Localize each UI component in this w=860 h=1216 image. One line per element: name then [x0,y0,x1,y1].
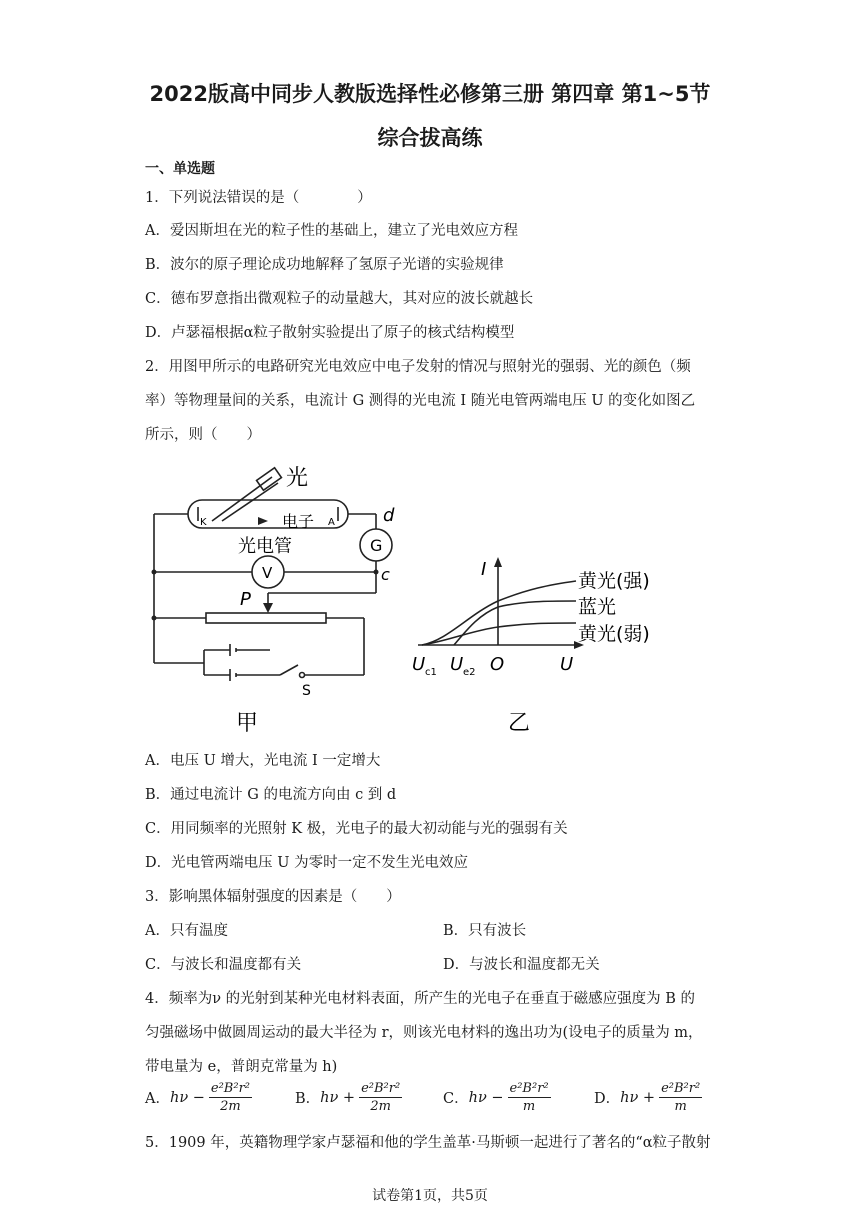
label-d: d [383,505,395,526]
label-G: G [370,536,383,555]
q3-option-a: A．只有温度 [145,923,228,939]
q1-stem: 1．下列说法错误的是（ ） [145,190,372,206]
page-title: 2022版高中同步人教版选择性必修第三册 第四章 第1~5节 [149,82,711,106]
circuit-diagram-jia [140,455,410,740]
origin-O: O [490,654,505,675]
q4-option-b: B． hν + $\frac{\text{e²B²r²}}{2m}$ [295,1081,401,1114]
legend-blue: 蓝光 [578,596,617,618]
label-uc2: U [450,654,464,675]
label-yi: 乙 [508,711,531,736]
q3-option-b: B．只有波长 [443,923,527,939]
label-uc1-sub: c1 [425,667,437,678]
legend-yellow-strong: 黄光(强) [578,570,650,592]
page-footer: 试卷第1页，共5页 [372,1188,488,1204]
label-jia: 甲 [236,711,259,736]
q4-option-c: C． hν − $\frac{\text{e²B²r²}}{m}$ [443,1081,549,1114]
q2-stem-line2: 率）等物理量间的关系，电流计 G 测得的光电流 I 随光电管两端电压 U 的变化如图乙 [145,393,696,409]
label-uc1: U [412,654,426,675]
q1-option-d: D．卢瑟福根据α粒子散射实验提出了原子的核式结构模型 [145,325,515,341]
q2-option-b: B．通过电流计 G 的电流方向由 c 到 d [145,787,397,803]
q1-option-c: C．德布罗意指出微观粒子的动量越大，其对应的波长就越长 [145,291,534,307]
q2-option-d: D．光电管两端电压 U 为零时一定不发生光电效应 [145,855,469,871]
q1-option-a: A．爱因斯坦在光的粒子性的基础上，建立了光电效应方程 [145,223,518,239]
label-light: 光 [286,466,309,491]
curve-yellow-strong [422,581,576,645]
label-A: A [328,517,335,528]
q4-option-a: A． hν − $\frac{\text{e²B²r²}}{2m}$ [145,1081,251,1114]
axis-I: I [481,559,487,580]
curve-yellow-weak [422,623,576,645]
q4-stem-line1: 4．频率为ν 的光射到某种光电材料表面，所产生的光电子在垂直于磁感应强度为 B 的 [145,991,696,1007]
q3-option-d: D．与波长和温度都无关 [443,957,600,973]
q4-option-d: D． hν + $\frac{\text{e²B²r²}}{m}$ [594,1081,701,1114]
axis-U: U [560,654,574,675]
q2-stem-line3: 所示，则（ ） [145,427,261,443]
q5-stem-line1: 5．1909 年，英籍物理学家卢瑟福和他的学生盖革·马斯顿一起进行了著名的“α粒子散射 [145,1135,711,1151]
label-tube: 光电管 [238,536,292,557]
section-heading: 一、单选题 [145,161,215,177]
q2-option-a: A．电压 U 增大，光电流 I 一定增大 [145,753,381,769]
label-P: P [240,589,251,610]
q3-option-c: C．与波长和温度都有关 [145,957,302,973]
legend-yellow-weak: 黄光(弱) [578,623,650,645]
label-electron: 电子 [282,512,315,531]
q2-option-c: C．用同频率的光照射 K 极，光电子的最大初动能与光的强弱有关 [145,821,568,837]
label-c: c [381,565,390,584]
iu-graph-yi [408,545,678,740]
q4-stem-line3: 带电量为 e，普朗克常量为 h) [145,1059,338,1075]
q3-stem: 3．影响黑体辐射强度的因素是（ ） [145,889,401,905]
q4-stem-line2: 匀强磁场中做圆周运动的最大半径为 r，则该光电材料的逸出功为(设电子的质量为 m， [145,1025,703,1041]
label-K: K [200,517,207,528]
label-uc2-sub: e2 [463,667,476,678]
q1-option-b: B．波尔的原子理论成功地解释了氢原子光谱的实验规律 [145,257,504,273]
label-S: S [302,683,311,699]
label-V: V [262,564,273,582]
page-subtitle: 综合拔高练 [377,126,483,150]
q2-stem-line1: 2．用图甲所示的电路研究光电效应中电子发射的情况与照射光的强弱、光的颜色（频 [145,359,691,375]
